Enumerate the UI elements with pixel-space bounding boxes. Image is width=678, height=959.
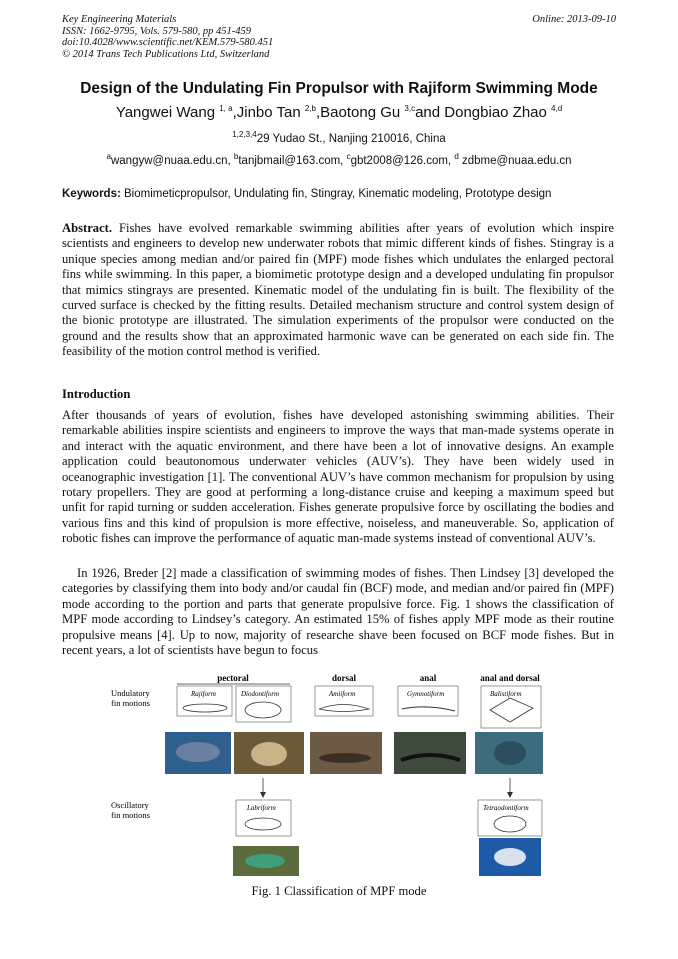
- address-sup: 1,2,3,4: [232, 130, 257, 139]
- balistiform-drawing: [481, 686, 541, 728]
- copyright-line: © 2014 Trans Tech Publications Ltd, Switzerland: [62, 48, 270, 60]
- intro-paragraph-2: In 1926, Breder [2] made a classification of swimming modes of fishes. Then Lindsey [3] developed the categories by classifying them into body and/or caudal fin (BCF) mode, and median and/or paired fin (MPF) mode according to the portion and parts that generate propulsive force. Fig. 1 shows the classification of MPF mode according to Lindsey’s category. An estimated 15% of fishes apply MPF mode as their routine propulsive means [4]. Up to now, majority of researche shave been focused on BCF mode fishes. But in recent years, a lot of scientists have begun to focus: [62, 566, 614, 658]
- col-header-dorsal: dorsal: [331, 673, 357, 683]
- row-label-undulatory: Undulatory: [111, 688, 150, 698]
- amiiform-drawing: [315, 686, 373, 716]
- author-affil: 1, a: [219, 104, 233, 113]
- fish-photo-row: [165, 732, 543, 774]
- author-affil: 4,d: [551, 104, 563, 113]
- label-tetraodontiform: Tetraodontiform: [483, 804, 529, 812]
- abstract: [62, 221, 614, 360]
- rajiform-drawing: [177, 686, 232, 716]
- email-link[interactable]: zdbme@nuaa.edu.cn: [461, 154, 572, 167]
- affiliation-address: [0, 130, 678, 145]
- row-label-undulatory-2: fin motions: [111, 698, 150, 708]
- online-date: Online: 2013-09-10: [532, 14, 616, 25]
- email-sup: c: [346, 152, 351, 161]
- diodontiform-drawing: [236, 686, 291, 722]
- gymnotiform-drawing: [398, 686, 458, 716]
- author-list: Yangwei Wang $^{1, a}$,Jinbo Tan $^{2,b}$,Baotong Gu $^{3,c}$and Dongbiao Zhao $^{4,d}$: [115, 104, 563, 121]
- label-amiiform: Amiiform: [329, 690, 356, 698]
- keywords: [62, 188, 616, 200]
- photo-bowfin: [310, 732, 382, 774]
- email-sup: b: [233, 152, 239, 161]
- abstract-text: Fishes have evolved remarkable swimming abilities after years of evolution which inspire scientists and engineers to develop new underwater robots that mimic different kinds of fishes. Stingray is a unique species among median and/or paired fin (MPF) mode fishes which undulates the enlarged pectoral fins while swimming. In this paper, a biomimetic prototype design and a developed undulating fin propulsor that mimics stingrays are presented. Kinematic model of the undulating fin is built. The flexibility of the curved surface is checked by the fitting results. Detailed mechanism structure and control system design of the bionic prototype are illustrated. The simulation experiments of the propulsor were conducted on the ground and the results show that an approximated harmonic wave can be generated on each side fin. The feasibility of the motion control method is verified.: [62, 221, 614, 359]
- author-name: Baotong Gu: [320, 104, 401, 121]
- figure-caption: Fig. 1 Classification of MPF mode: [251, 884, 427, 898]
- page-header: [62, 14, 616, 60]
- journal-name: Key Engineering Materials: [62, 14, 177, 25]
- labriform-drawing: [236, 800, 291, 836]
- doi-line: doi:10.4028/www.scientific.net/KEM.579-580.451: [62, 37, 274, 48]
- author-affil: 2,b: [304, 104, 316, 113]
- figure-1: [105, 672, 565, 877]
- email-link[interactable]: gbt2008@126.com: [350, 154, 448, 167]
- label-gymnotiform: Gymnotiform: [407, 690, 445, 698]
- label-labriform: Labriform: [247, 804, 276, 812]
- author-name: Dongbiao Zhao: [444, 104, 547, 121]
- author-affil: 3,c: [404, 104, 416, 113]
- label-rajiform: Rajiform: [191, 690, 216, 698]
- email-list: $^a$wangyw@nuaa.edu.cn, $^b$tanjbmail@163.com, $^c$gbt2008@126.com, $^d$ zdbme@nuaa.edu.cn: [106, 152, 572, 167]
- section-heading-introduction: Introduction: [62, 387, 131, 401]
- author-name: Yangwei Wang: [115, 104, 216, 121]
- row-label-oscillatory: Oscillatory: [111, 800, 149, 810]
- keywords-text: Biomimeticpropulsor, Undulating fin, Stingray, Kinematic modeling, Prototype design: [124, 188, 552, 200]
- email-sup: d: [454, 152, 459, 161]
- col-header-pectoral: pectoral: [217, 673, 249, 683]
- email-link[interactable]: wangyw@nuaa.edu.cn: [110, 154, 228, 167]
- tetraodontiform-drawing: [478, 800, 542, 836]
- col-header-anal-dorsal: anal and dorsal: [480, 673, 540, 683]
- email-sup: a: [106, 152, 111, 161]
- paper-title: Design of the Undulating Fin Propulsor with Rajiform Swimming Mode: [80, 80, 598, 97]
- label-diodontiform: Diodontiform: [241, 690, 280, 698]
- issn-line: ISSN: 1662-9795, Vols. 579-580, pp 451-459: [62, 25, 251, 37]
- row-label-oscillatory-2: fin motions: [111, 810, 150, 820]
- address-text: 29 Yudao St., Nanjing 210016, China: [256, 132, 446, 145]
- author-name: Jinbo Tan: [236, 104, 301, 121]
- col-header-anal: anal: [419, 673, 437, 683]
- label-balistiform: Balistiform: [490, 690, 522, 698]
- email-link[interactable]: tanjbmail@163.com: [238, 154, 341, 167]
- author-and: and: [415, 104, 441, 121]
- abstract-label: Abstract.: [62, 221, 113, 235]
- keywords-label: Keywords:: [62, 188, 121, 200]
- intro-paragraph-1: After thousands of years of evolution, fishes have developed astonishing swimming abilities. Their remarkable abilities inspire scientists and engineers to improve the ways that man-made systems operate in and interact with the aquatic environment, and there have been a lot of innovative designs. An example application could beautonomous underwater vehicles (AUV’s). They have been widely used in oceanographic investigation [1]. The conventional AUV’s have common mechanism for propulsion by using rotary propellers. They are good at performing a long-distance cruise and keeping a maximum speed but unfit for rapid turning or sudden acceleration. Fishes generate propulsive force by oscillating the bodies and various fins and this kind of propulsion is more effective, noiseless, and maneuverable. So, application of robotic fishes can improve the performance of aquatic man-made systems instead of conventional AUV’s.: [62, 408, 614, 546]
